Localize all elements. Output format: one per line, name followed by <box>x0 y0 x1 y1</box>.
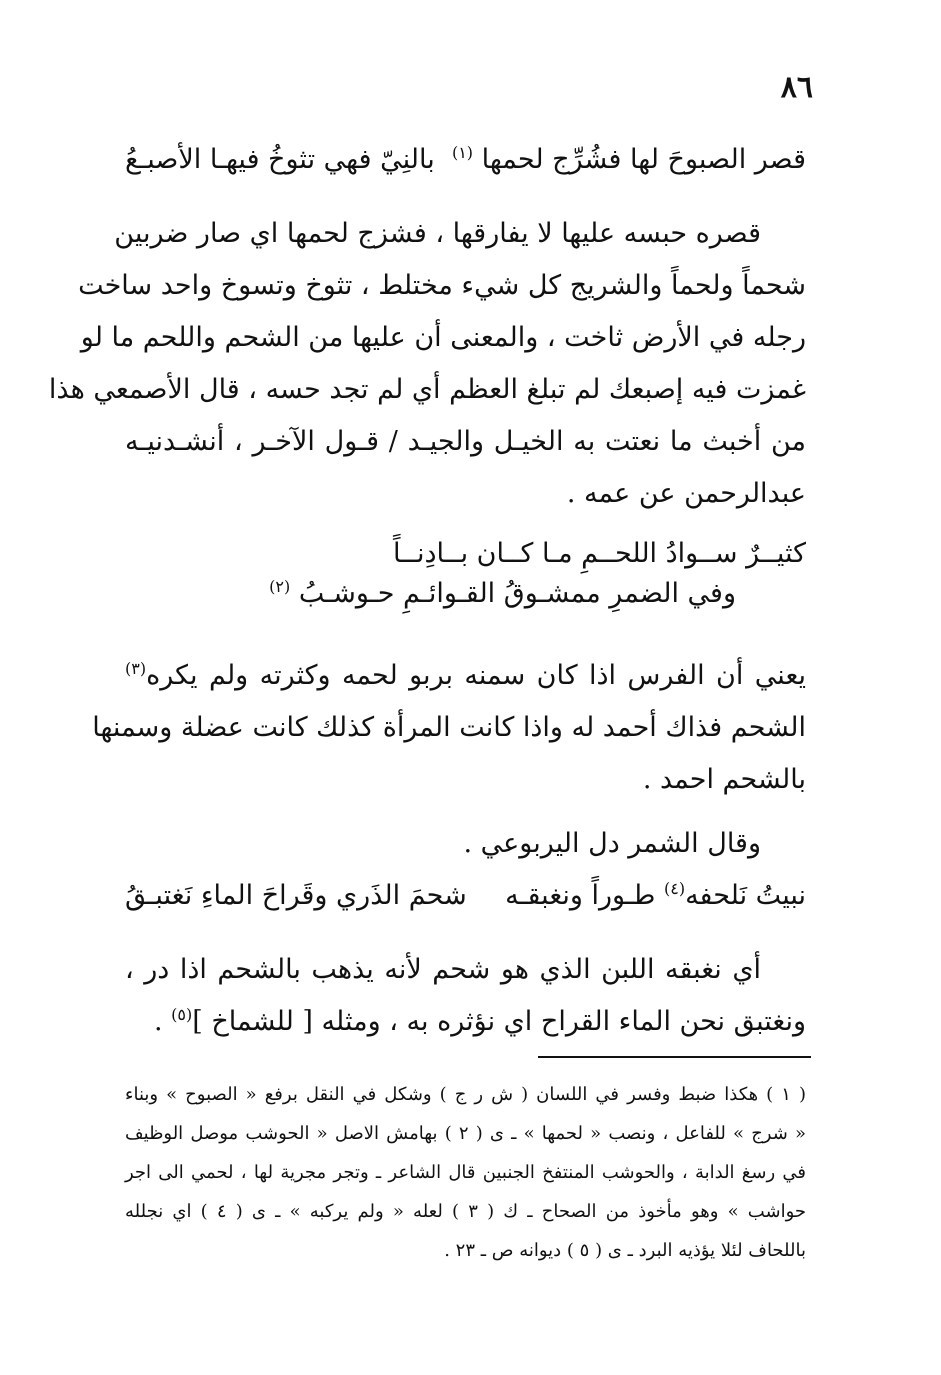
paragraph-3-line-text: ونغتبق نحن الماء القراح اي نؤثره به ، ومثله [ للشماخ ] <box>192 1006 806 1037</box>
verse-3-first-text: نبيتُ نَلحفه <box>685 880 806 911</box>
verse-2 <box>125 534 806 614</box>
paragraph-1-line: عبدالرحمن عن عمه . <box>566 478 806 509</box>
paragraph-2-line: بالشحم احمد . <box>642 764 806 795</box>
paragraph-2-line: الشحم فذاك أحمد له واذا كانت المرأة كذلك كانت عضلة وسمنها <box>92 712 806 743</box>
footnote-ref-5: (٥) <box>171 1005 193 1024</box>
verse-2-first-hemistich: كثيــرٌ ســوادُ اللحــمِ مـا كــان بــادِنــاً <box>392 538 806 569</box>
verse-2-second-hemistich <box>125 574 806 614</box>
verse-1-second-hemistich: بالنِيّ فهي تثوخُ فيهـا الأصبـعُ <box>125 144 435 175</box>
verse-3 <box>125 876 806 916</box>
footnote-divider <box>538 1056 811 1058</box>
paragraph-2-line <box>125 650 806 702</box>
footnote-line: حواشب » وهو مأخوذ من الصحاح ـ ك ( ٣ ) لعله « ولم يركبه » ـ ى ( ٤ ) اي نجلله <box>125 1201 806 1222</box>
paragraph-1-line: رجله في الأرض ثاخت ، والمعنى أن عليها من الشحم واللحم ما لو <box>80 322 806 353</box>
page-number: ٨٦ <box>780 70 813 105</box>
paragraph-3-line: أي نغبقه اللبن الذي هو شحم لأنه يذهب بالشحم اذا در ، <box>125 954 761 985</box>
paragraph-3-line <box>125 996 806 1048</box>
paragraph-1-line: غمزت فيه إصبعك لم تبلغ العظم أي لم تجد حسه ، قال الأصمعي هذا <box>48 374 806 405</box>
paragraph-1-line: شحماً ولحماً والشريج كل شيء مختلط ، تثوخ وتسوخ واحد ساخت <box>78 270 806 301</box>
paragraph-3 <box>125 944 806 1048</box>
footnote-ref-2: (٢) <box>269 577 291 596</box>
verse-1 <box>125 140 806 180</box>
paragraph-2-line-text: يعني أن الفرس اذا كان سمنه بربو لحمه وكثرته ولم يكره <box>146 660 806 691</box>
footnotes <box>125 1075 806 1270</box>
footnote-line: « شرج » للفاعل ، ونصب « لحمها » ـ ى ( ٢ ) بهامش الاصل « الحوشب موصل الوظيف <box>125 1123 806 1144</box>
verse-3-first-hemistich <box>505 876 806 916</box>
verse-1-first-hemistich <box>452 140 806 180</box>
verse-3-first-tail: طـوراً ونغبقـه <box>505 880 656 911</box>
footnote-line: في رسغ الدابة ، والحوشب المنتفخ الجنبين قال الشاعر ـ وتجر مجرية لها ، لحمي الى اجر <box>125 1162 806 1183</box>
footnote-ref-1: (١) <box>451 143 474 162</box>
verse-3-intro-text: وقال الشمر دل اليربوعي . <box>463 828 761 859</box>
paragraph-3-end-mark: . <box>153 1006 163 1037</box>
paragraph-1-line: من أخبث ما نعتت به الخيـل والجيـد / قـول الآخـر ، أنشـدنيـه <box>125 426 806 457</box>
paragraph-1-line: قصره حبسه عليها لا يفارقها ، فشزج لحمها اي صار ضربين <box>114 218 761 249</box>
verse-3-second-hemistich: شحمَ الذَري وقَراحَ الماءِ نَغتبـقُ <box>125 880 467 911</box>
verse-2-second-text: وفي الضمرِ ممشـوقُ القـوائـمِ حـوشـبُ <box>298 578 736 609</box>
footnote-line: باللحاف لئلا يؤذيه البرد ـ ى ( ٥ ) ديوانه ص ـ ٢٣ . <box>444 1240 806 1261</box>
paragraph-2 <box>92 650 806 806</box>
footnote-line: ( ١ ) هكذا ضبط وفسر في اللسان ( ش ر ج ) وشكل في النقل برفع « الصبوح » وبناء <box>125 1084 806 1105</box>
footnote-ref-3: (٣) <box>125 659 147 678</box>
verse-3-intro <box>125 818 806 870</box>
footnote-ref-4: (٤) <box>663 879 686 898</box>
paragraph-1 <box>48 208 806 520</box>
verse-1-first-text: قصر الصبوحَ لها فشُرِّج لحمها <box>481 144 806 175</box>
